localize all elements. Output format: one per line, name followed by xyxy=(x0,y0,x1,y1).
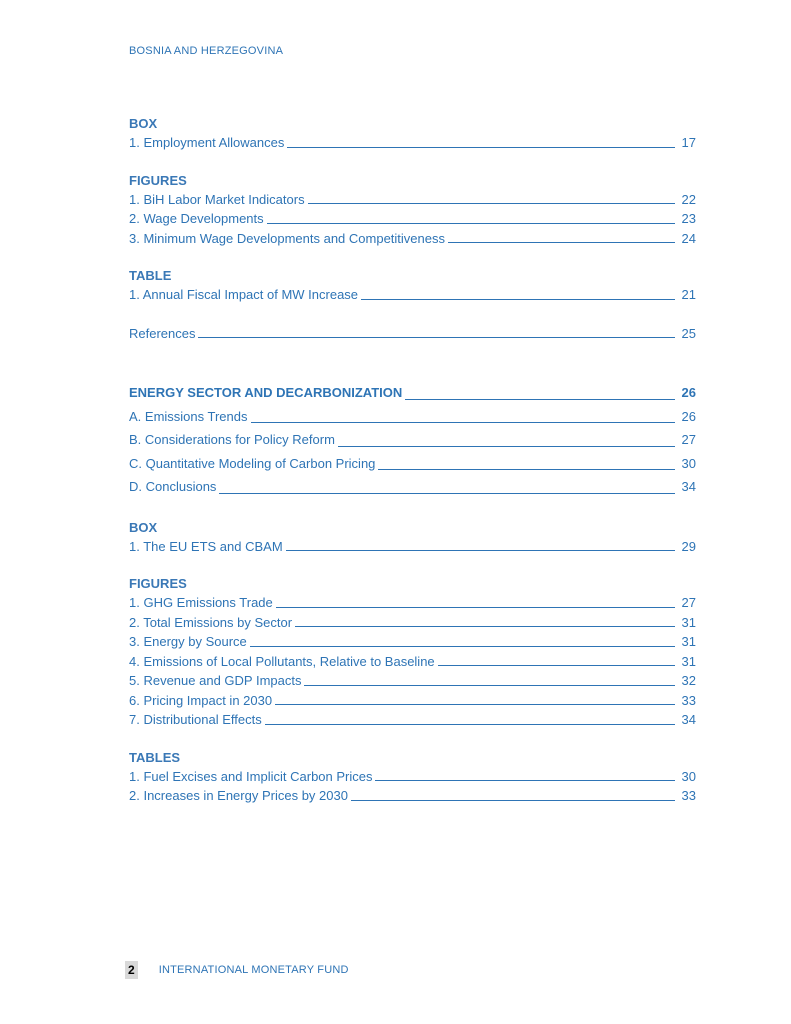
toc-entry-labor-figure-1[interactable] xyxy=(129,190,696,210)
dot-leader xyxy=(308,203,675,204)
toc-entry-label: 2. Total Emissions by Sector xyxy=(129,614,293,630)
labor-table-heading: TABLE xyxy=(129,268,172,283)
labor-box-heading: BOX xyxy=(129,116,158,131)
dot-leader xyxy=(276,607,675,608)
running-header: BOSNIA AND HERZEGOVINA xyxy=(129,45,284,57)
toc-entry-energy-figure-6[interactable] xyxy=(129,691,696,711)
toc-entry-label: References xyxy=(129,325,196,341)
dot-leader xyxy=(448,242,675,243)
table-of-contents xyxy=(129,115,696,806)
toc-entry-page: 27 xyxy=(681,432,696,447)
dot-leader xyxy=(375,780,675,781)
toc-entry-labor-box-1[interactable] xyxy=(129,133,696,153)
energy-tables-heading: TABLES xyxy=(129,749,181,765)
toc-entry-energy-section-b[interactable] xyxy=(129,428,696,452)
toc-chapter-page: 26 xyxy=(681,385,696,400)
toc-entry-page: 30 xyxy=(681,768,696,784)
toc-entry-energy-figure-5[interactable] xyxy=(129,671,696,691)
dot-leader xyxy=(338,446,675,447)
toc-entry-label: 1. Employment Allowances xyxy=(129,135,285,150)
toc-chapter-energy[interactable] xyxy=(129,381,696,405)
toc-entry-label: 1. The EU ETS and CBAM xyxy=(129,538,283,554)
dot-leader xyxy=(304,685,675,686)
toc-entry-page: 32 xyxy=(681,673,696,688)
toc-entry-label: D. Conclusions xyxy=(129,479,217,494)
dot-leader xyxy=(251,422,676,423)
toc-entry-label: 1. Annual Fiscal Impact of MW Increase xyxy=(129,287,359,302)
toc-entry-energy-figure-1[interactable] xyxy=(129,593,696,613)
dot-leader xyxy=(287,147,675,148)
toc-entry-energy-section-d[interactable] xyxy=(129,475,696,499)
toc-entry-energy-figure-3[interactable] xyxy=(129,632,696,652)
toc-entry-references[interactable] xyxy=(129,324,696,344)
toc-entry-page: 31 xyxy=(681,634,696,649)
toc-entry-page: 29 xyxy=(681,538,696,554)
toc-entry-label: 2. Wage Developments xyxy=(129,211,264,226)
footer-organization: INTERNATIONAL MONETARY FUND xyxy=(158,964,349,976)
toc-entry-page: 33 xyxy=(681,788,696,803)
toc-entry-label: 3. Minimum Wage Developments and Competitiveness xyxy=(129,230,445,246)
toc-chapter-label: ENERGY SECTOR AND DECARBONIZATION xyxy=(129,385,403,400)
toc-entry-page: 27 xyxy=(681,595,696,610)
toc-entry-labor-figure-2[interactable] xyxy=(129,209,696,229)
toc-entry-energy-figure-7[interactable] xyxy=(129,710,696,730)
toc-entry-label: 7. Distributional Effects xyxy=(129,712,262,727)
dot-leader xyxy=(405,399,675,400)
toc-entry-energy-table-1[interactable] xyxy=(129,767,696,787)
toc-entry-label: 4. Emissions of Local Pollutants, Relative to Baseline xyxy=(129,653,435,669)
dot-leader xyxy=(267,223,675,224)
toc-entry-energy-table-2[interactable] xyxy=(129,786,696,806)
toc-entry-page: 24 xyxy=(681,230,696,246)
page-footer xyxy=(125,961,349,979)
dot-leader xyxy=(275,704,675,705)
page-number: 2 xyxy=(125,961,138,979)
toc-entry-energy-figure-2[interactable] xyxy=(129,613,696,633)
toc-entry-label: 6. Pricing Impact in 2030 xyxy=(129,692,273,708)
toc-entry-label: 3. Energy by Source xyxy=(129,634,247,649)
toc-entry-page: 26 xyxy=(681,408,696,424)
toc-entry-label: 1. GHG Emissions Trade xyxy=(129,595,273,610)
toc-entry-page: 30 xyxy=(681,455,696,471)
toc-entry-page: 34 xyxy=(681,712,696,727)
dot-leader xyxy=(378,469,675,470)
toc-entry-page: 25 xyxy=(681,325,696,341)
dot-leader xyxy=(250,646,675,647)
toc-entry-labor-figure-3[interactable] xyxy=(129,229,696,249)
energy-box-heading: BOX xyxy=(129,519,158,535)
dot-leader xyxy=(198,337,675,338)
toc-entry-label: B. Considerations for Policy Reform xyxy=(129,432,335,447)
dot-leader xyxy=(219,493,675,494)
toc-entry-page: 33 xyxy=(681,692,696,708)
toc-entry-energy-box-1[interactable] xyxy=(129,537,696,557)
dot-leader xyxy=(361,299,675,300)
dot-leader xyxy=(295,626,675,627)
energy-figures-heading: FIGURES xyxy=(129,576,187,591)
toc-entry-page: 17 xyxy=(681,135,696,150)
toc-entry-page: 31 xyxy=(681,614,696,630)
dot-leader xyxy=(286,550,675,551)
labor-figures-heading: FIGURES xyxy=(129,172,187,188)
dot-leader xyxy=(265,724,675,725)
toc-entry-page: 21 xyxy=(681,287,696,302)
toc-entry-label: C. Quantitative Modeling of Carbon Pricing xyxy=(129,455,376,471)
toc-entry-label: A. Emissions Trends xyxy=(129,408,248,424)
toc-entry-label: 1. Fuel Excises and Implicit Carbon Prices xyxy=(129,768,373,784)
toc-entry-page: 23 xyxy=(681,211,696,226)
toc-entry-label: 1. BiH Labor Market Indicators xyxy=(129,191,305,207)
toc-entry-label: 5. Revenue and GDP Impacts xyxy=(129,673,302,688)
toc-entry-energy-section-a[interactable] xyxy=(129,405,696,429)
toc-entry-page: 22 xyxy=(681,191,696,207)
toc-entry-energy-section-c[interactable] xyxy=(129,452,696,476)
dot-leader xyxy=(351,800,675,801)
dot-leader xyxy=(438,665,675,666)
toc-entry-page: 31 xyxy=(681,653,696,669)
toc-entry-energy-figure-4[interactable] xyxy=(129,652,696,672)
toc-entry-page: 34 xyxy=(681,479,696,494)
toc-entry-labor-table-1[interactable] xyxy=(129,285,696,305)
toc-entry-label: 2. Increases in Energy Prices by 2030 xyxy=(129,788,348,803)
